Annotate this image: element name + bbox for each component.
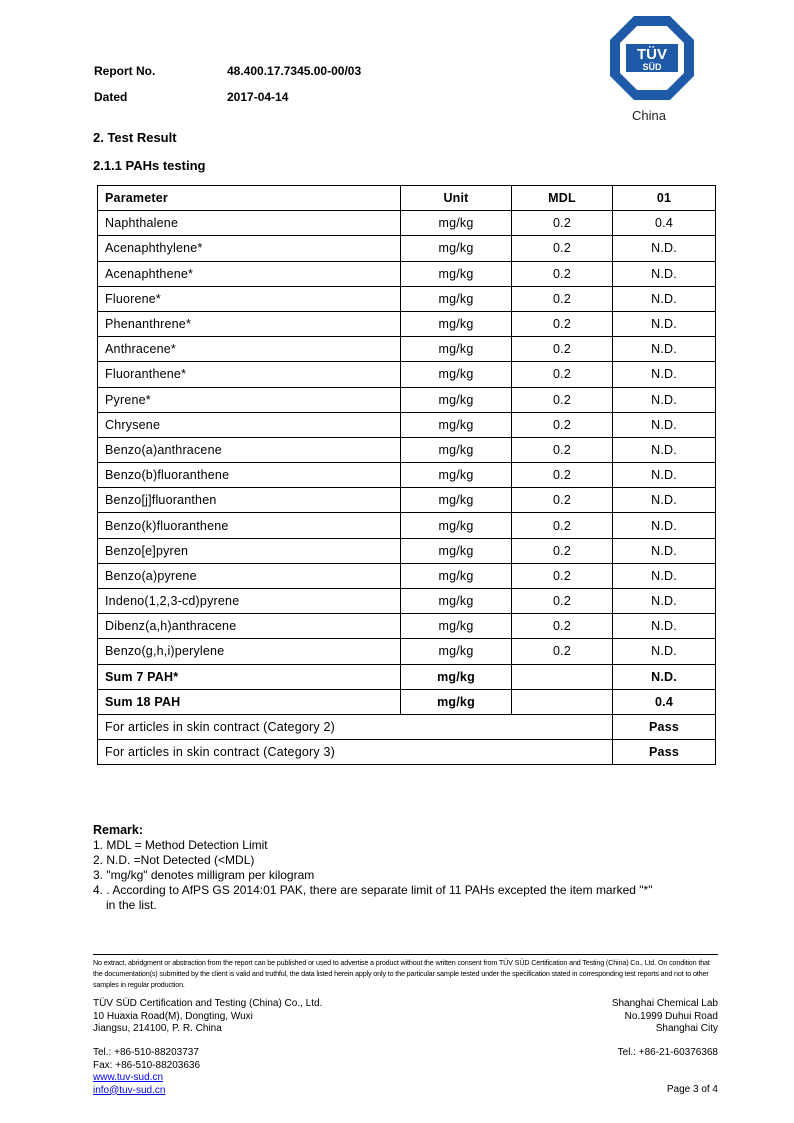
lab-name: Shanghai Chemical Lab [611,998,718,1009]
tuv-octagon-icon [608,14,696,102]
sum-result-cell: 0.4 [613,689,716,714]
company-tel: Tel.: +86-510-88203737 [93,1047,199,1058]
sum-result-cell: N.D. [613,664,716,689]
result-cell: N.D. [613,488,716,513]
table-row [98,538,716,563]
mdl-cell: 0.2 [512,236,613,261]
result-cell: N.D. [613,412,716,437]
report-no-value: 48.400.17.7345.00-00/03 [227,64,362,78]
table-row [98,513,716,538]
table-row [98,639,716,664]
result-cell: N.D. [613,463,716,488]
parameter-cell: Benzo(g,h,i)perylene [98,639,401,664]
result-cell: N.D. [613,538,716,563]
lab-tel: Tel.: +86-21-60376368 [617,1047,718,1058]
result-cell: N.D. [613,513,716,538]
logo-text-top: TÜV [637,46,667,63]
table-row [98,589,716,614]
mdl-cell: 0.2 [512,387,613,412]
sum-unit-cell: mg/kg [401,664,512,689]
table-row [98,362,716,387]
email-link[interactable]: info@tuv-sud.cn [93,1084,166,1096]
mdl-cell: 0.2 [512,437,613,462]
parameter-cell: Anthracene* [98,337,401,362]
section-test-result: 2. Test Result [93,130,177,145]
remark-item: 4. . According to AfPS GS 2014:01 PAK, there are separate limit of 11 PAHs excepted the item marked "*" [93,883,653,897]
mdl-cell: 0.2 [512,337,613,362]
parameter-cell: Benzo[j]fluoranthen [98,488,401,513]
result-cell: N.D. [613,311,716,336]
unit-cell: mg/kg [401,211,512,236]
sum-row [98,689,716,714]
unit-cell: mg/kg [401,589,512,614]
company-address [93,998,413,1036]
unit-cell: mg/kg [401,311,512,336]
parameter-cell: Acenaphthene* [98,261,401,286]
table-row [98,311,716,336]
mdl-cell: 0.2 [512,614,613,639]
unit-cell: mg/kg [401,236,512,261]
tuv-sud-logo [608,14,696,102]
mdl-cell: 0.2 [512,563,613,588]
unit-cell: mg/kg [401,437,512,462]
parameter-cell: Phenanthrene* [98,311,401,336]
table-body [98,211,716,765]
table-row [98,286,716,311]
table-row [98,261,716,286]
logo-text-bottom: SÜD [642,62,662,72]
parameter-cell: Acenaphthylene* [98,236,401,261]
mdl-cell: 0.2 [512,362,613,387]
parameter-cell: Benzo[e]pyren [98,538,401,563]
mdl-cell: 0.2 [512,463,613,488]
dated-value: 2017-04-14 [227,90,289,104]
table-row [98,488,716,513]
mdl-cell: 0.2 [512,286,613,311]
parameter-cell: Naphthalene [98,211,401,236]
unit-cell: mg/kg [401,488,512,513]
mdl-cell: 0.2 [512,412,613,437]
lab-address [470,998,718,1036]
mdl-cell: 0.2 [512,538,613,563]
report-no-label: Report No. [94,64,156,78]
table-row [98,437,716,462]
sum-mdl-cell [512,664,613,689]
unit-cell: mg/kg [401,639,512,664]
result-cell: N.D. [613,589,716,614]
sum-parameter-cell: Sum 7 PAH* [98,664,401,689]
sum-unit-cell: mg/kg [401,689,512,714]
category-row [98,740,716,765]
mdl-cell: 0.2 [512,639,613,664]
parameter-cell: Pyrene* [98,387,401,412]
remark-item: 2. N.D. =Not Detected (<MDL) [93,853,255,867]
result-cell: N.D. [613,362,716,387]
mdl-cell: 0.2 [512,488,613,513]
category-row [98,714,716,739]
sum-row [98,664,716,689]
result-cell: N.D. [613,286,716,311]
category-result-cell: Pass [613,714,716,739]
parameter-cell: Benzo(a)anthracene [98,437,401,462]
unit-cell: mg/kg [401,261,512,286]
lab-address-line: Shanghai City [655,1023,718,1034]
parameter-cell: Indeno(1,2,3-cd)pyrene [98,589,401,614]
result-cell: N.D. [613,563,716,588]
parameter-cell: Benzo(k)fluoranthene [98,513,401,538]
table-row [98,463,716,488]
category-label-cell: For articles in skin contract (Category 2) [98,714,613,739]
result-cell: N.D. [613,337,716,362]
table-row [98,236,716,261]
remarks-title: Remark: [93,823,144,837]
table-row [98,614,716,639]
unit-cell: mg/kg [401,463,512,488]
unit-cell: mg/kg [401,362,512,387]
mdl-cell: 0.2 [512,211,613,236]
remarks [93,823,733,913]
table-row [98,563,716,588]
mdl-cell: 0.2 [512,589,613,614]
pah-results-table [97,185,716,765]
footer-divider [93,954,718,955]
company-address-line: 10 Huaxia Road(M), Dongting, Wuxi [93,1010,253,1022]
company-contact [93,1047,393,1097]
unit-cell: mg/kg [401,614,512,639]
remark-item-continued: in the list. [106,898,157,912]
parameter-cell: Chrysene [98,412,401,437]
unit-cell: mg/kg [401,337,512,362]
company-fax: Fax: +86-510-88203636 [93,1059,201,1071]
result-cell: N.D. [613,387,716,412]
unit-cell: mg/kg [401,387,512,412]
unit-cell: mg/kg [401,563,512,588]
result-cell: N.D. [613,639,716,664]
mdl-cell: 0.2 [512,311,613,336]
parameter-cell: Fluorene* [98,286,401,311]
table-row [98,211,716,236]
table-row [98,412,716,437]
section-pahs-testing: 2.1.1 PAHs testing [93,158,206,173]
result-cell: N.D. [613,261,716,286]
header-unit: Unit [401,186,512,211]
logo-caption: China [632,108,666,123]
header-parameter: Parameter [98,186,401,211]
dated-label: Dated [94,90,128,104]
lab-address-line: No.1999 Duhui Road [624,1010,718,1022]
unit-cell: mg/kg [401,538,512,563]
category-result-cell: Pass [613,740,716,765]
website-link[interactable]: www.tuv-sud.cn [93,1072,164,1083]
result-cell: N.D. [613,614,716,639]
mdl-cell: 0.2 [512,513,613,538]
result-cell: N.D. [613,236,716,261]
category-label-cell: For articles in skin contract (Category 3) [98,740,613,765]
header-result-01: 01 [613,186,716,211]
company-address-line: Jiangsu, 214100, P. R. China [93,1023,222,1034]
parameter-cell: Benzo(b)fluoranthene [98,463,401,488]
parameter-cell: Fluoranthene* [98,362,401,387]
footer-disclaimer: No extract, abridgment or abstraction from the report can be published or used to advertise a product without the written consent from TÜV SÜD Certification and Testing (China) Co., Ltd. On condition that the documentation(s) submitted by the client is valid and truthful, the data listed herein apply only to the particular sample tested under the specification stated in corresponding test reports and not to other samples in regular production. [93,958,710,989]
remark-item: 1. MDL = Method Detection Limit [93,838,268,852]
unit-cell: mg/kg [401,286,512,311]
table-header-row [98,186,716,211]
page-number: Page 3 of 4 [666,1084,718,1095]
remark-item: 3. "mg/kg" denotes milligram per kilogram [93,868,315,882]
header-mdl: MDL [512,186,613,211]
sum-parameter-cell: Sum 18 PAH [98,689,401,714]
result-cell: N.D. [613,437,716,462]
sum-mdl-cell [512,689,613,714]
unit-cell: mg/kg [401,412,512,437]
mdl-cell: 0.2 [512,261,613,286]
unit-cell: mg/kg [401,513,512,538]
result-cell: 0.4 [613,211,716,236]
company-name: TÜV SÜD Certification and Testing (China) Co., Ltd. [93,998,323,1009]
table-row [98,337,716,362]
parameter-cell: Benzo(a)pyrene [98,563,401,588]
table-row [98,387,716,412]
parameter-cell: Dibenz(a,h)anthracene [98,614,401,639]
